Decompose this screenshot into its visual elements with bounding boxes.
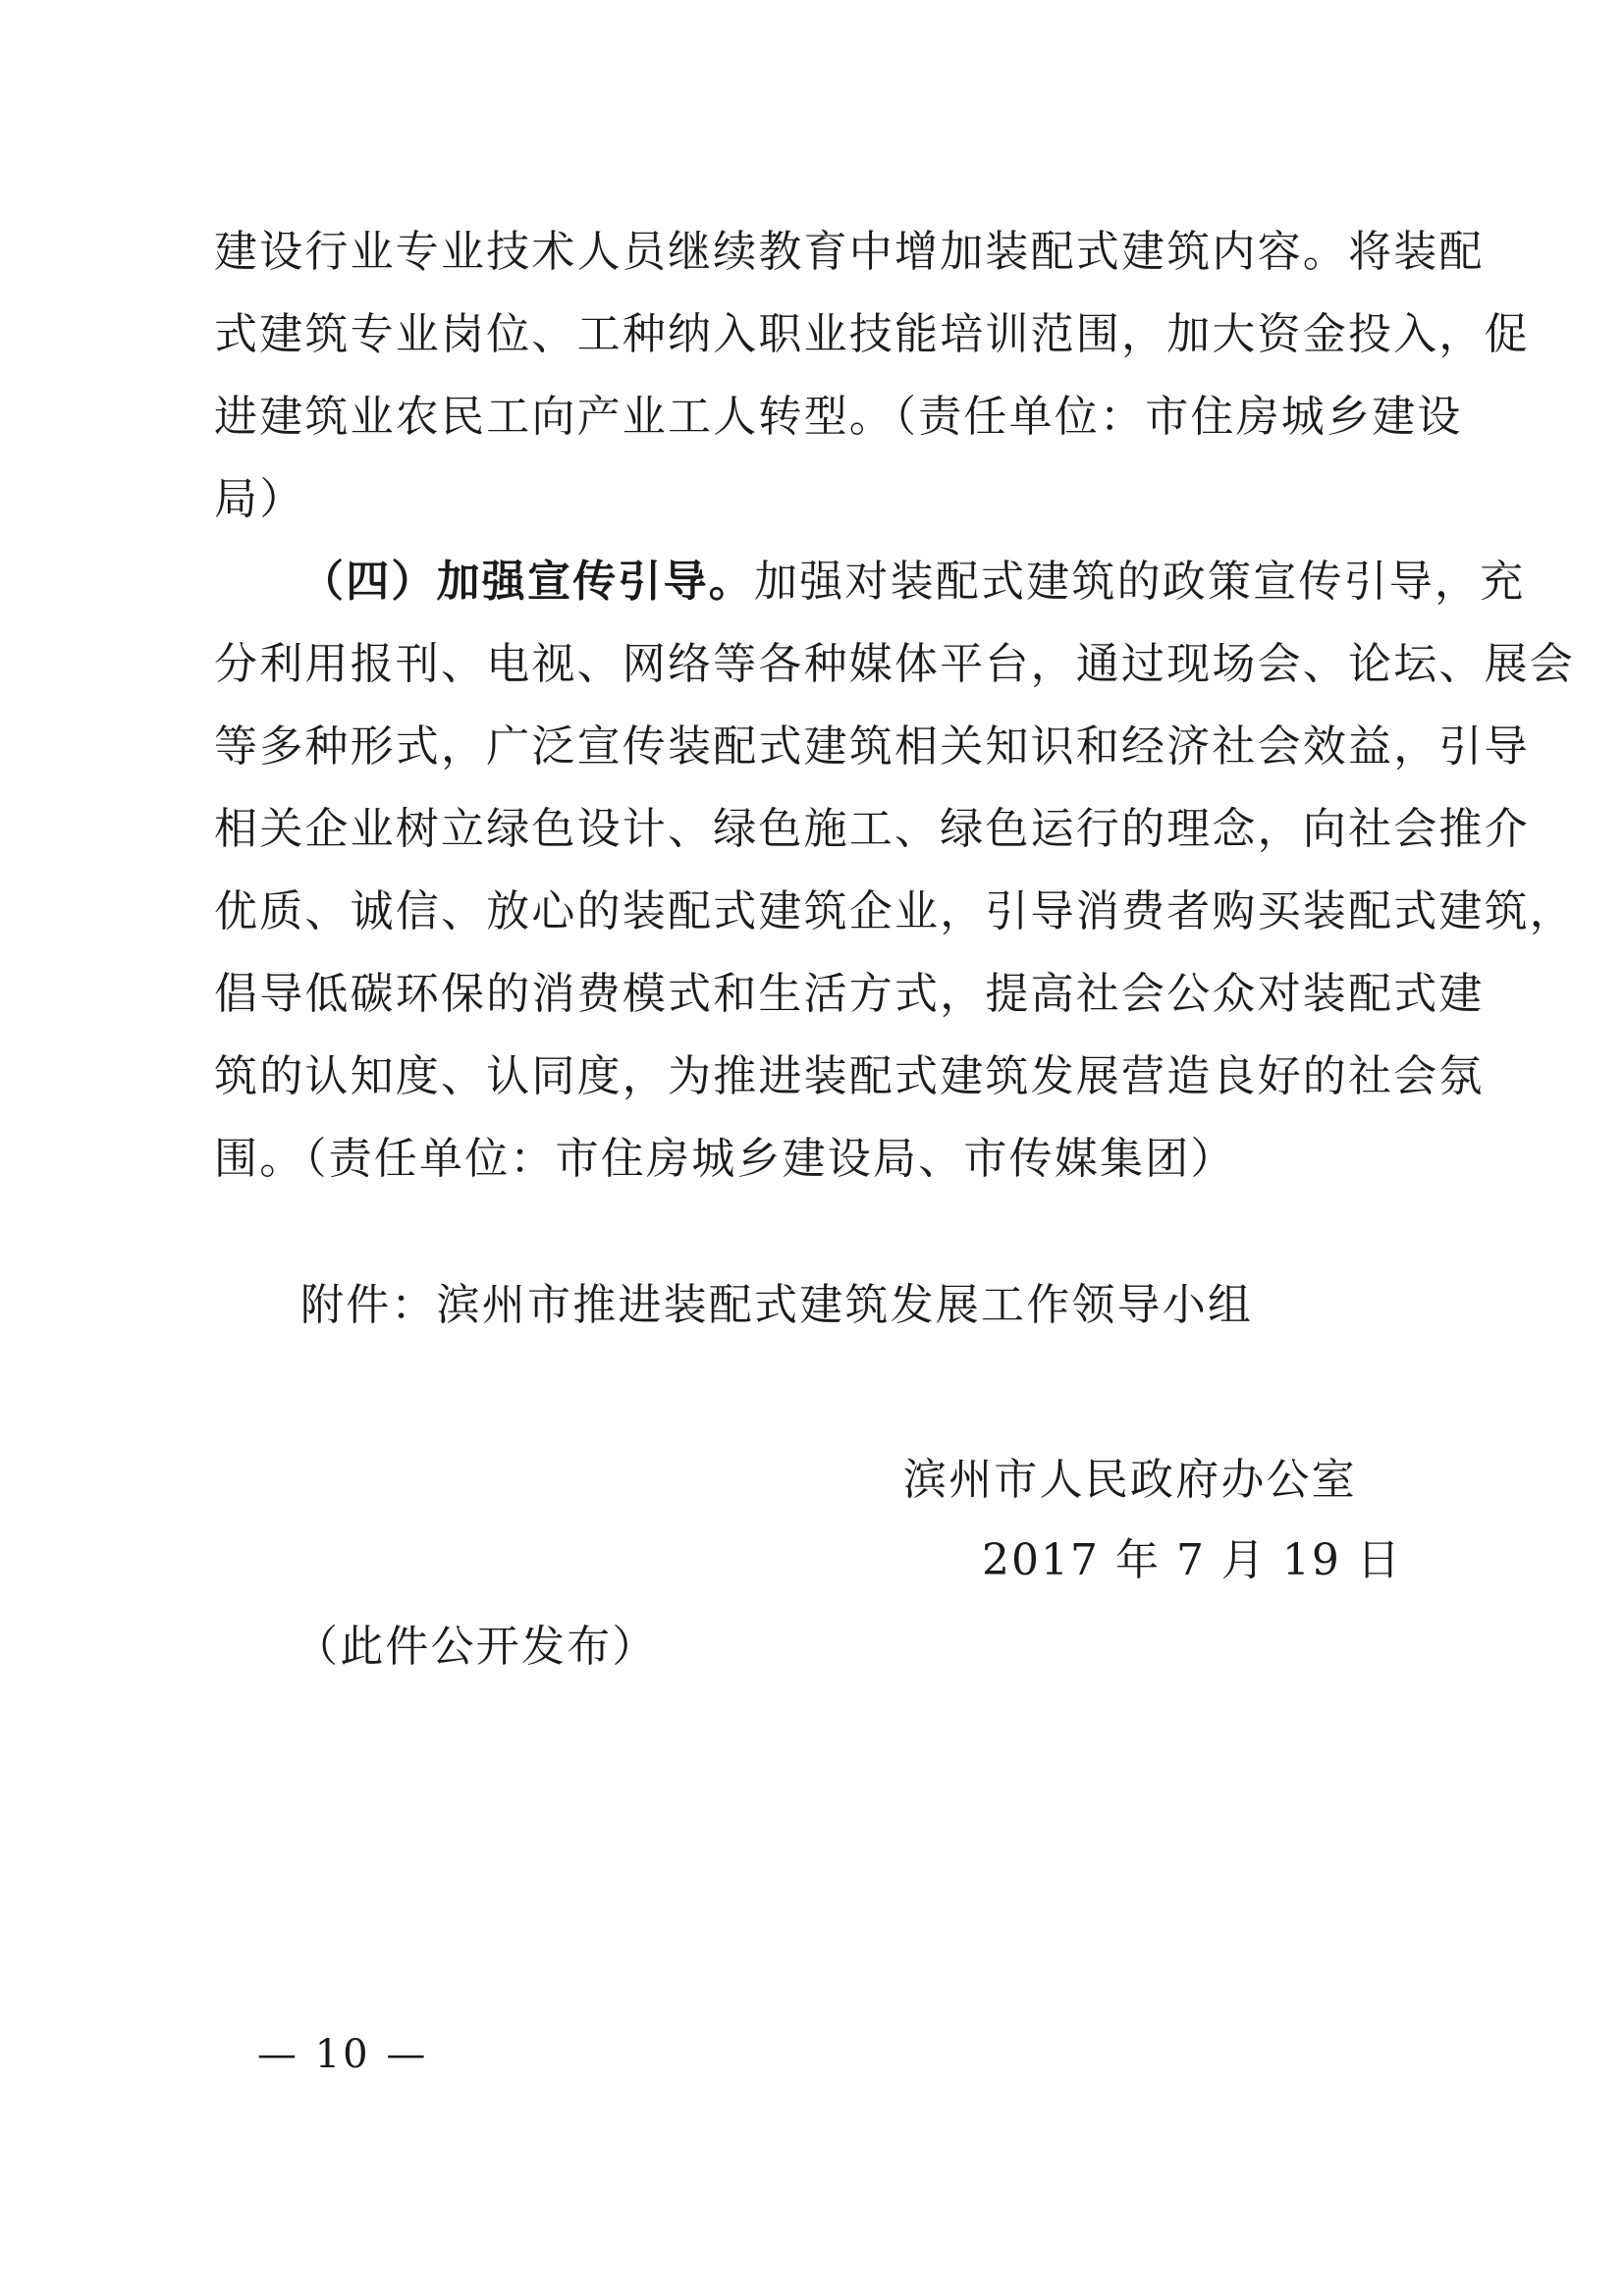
signature-date: 2017 年 7 月 19 日 bbox=[982, 1535, 1402, 1585]
paragraph-line: 倡导低碳环保的消费模式和生活方式，提高社会公众对装配式建 bbox=[214, 969, 1485, 1019]
public-release-note: （此件公开发布） bbox=[295, 1622, 658, 1672]
section-first-line-text: 加强对装配式建筑的政策宣传引导，充 bbox=[754, 557, 1526, 607]
body-text bbox=[214, 211, 1575, 1201]
paragraph-line: 进建筑业农民工向产业工人转型。（责任单位：市住房城乡建设 bbox=[214, 392, 1463, 442]
paragraph-line: 式建筑专业岗位、工种纳入职业技能培训范围，加大资金投入，促 bbox=[214, 309, 1530, 359]
paragraph-line: 筑的认知度、认同度，为推进装配式建筑发展营造良好的社会氛 bbox=[214, 1051, 1485, 1101]
attachment-line: 附件：滨州市推进装配式建筑发展工作领导小组 bbox=[300, 1280, 1254, 1330]
section-four-first-line bbox=[214, 541, 1526, 623]
section-heading: （四）加强宣传引导。 bbox=[300, 557, 754, 607]
page-number: — 10 — bbox=[257, 2032, 429, 2077]
paragraph-line: 等多种形式，广泛宣传装配式建筑相关知识和经济社会效益，引导 bbox=[214, 721, 1530, 772]
paragraph-line: 相关企业树立绿色设计、绿色施工、绿色运行的理念，向社会推介 bbox=[214, 804, 1530, 854]
paragraph-line: 优质、诚信、放心的装配式建筑企业，引导消费者购买装配式建筑， bbox=[214, 886, 1575, 936]
paragraph-line: 围。（责任单位：市住房城乡建设局、市传媒集团） bbox=[214, 1134, 1236, 1184]
paragraph-line: 分利用报刊、电视、网络等各种媒体平台，通过现场会、论坛、展会 bbox=[214, 639, 1575, 689]
paragraph-line: 局） bbox=[214, 474, 305, 524]
signature-org: 滨州市人民政府办公室 bbox=[903, 1455, 1357, 1505]
paragraph-line: 建设行业专业技术人员继续教育中增加装配式建筑内容。将装配 bbox=[214, 227, 1485, 277]
